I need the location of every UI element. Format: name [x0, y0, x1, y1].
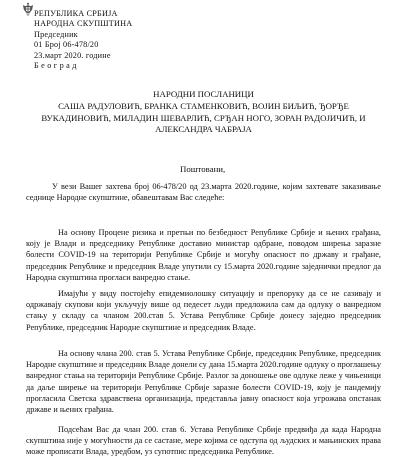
paragraph-4-text: На основу члана 200. став 5. Устава Републике Србије, председник Републике, председник Народне скупштине и председник Владе донели су дана 15.марта 2020.године одлуку о проглашењу ванредног стања на територији Републике Србије. Разлог за доношење ове одлуке леже у чињеници да даље ширење на територији Републике Србије заразне болести COVID-19, коју је пандемију прогласила Светска здравствена организација, представља јавну опасност која угрожава опстанак државе и њених грађана.	[26, 349, 381, 415]
letterhead-city: Б е о г р а д	[34, 61, 77, 71]
addressee-title: НАРОДНИ ПОСЛАНИЦИ	[153, 89, 254, 99]
addressee-names: САША РАДУЛОВИЋ, БРАНКА СТАМЕНКОВИЋ, ВОЈИН БИЉИЋ, ЂОРЂЕ ВУКАДИНОВИЋ, МИЛАДИН ШЕВАРЛИЋ, СРЂАН НОГО, ЗОРАН РАДОЈИЧИЋ, И АЛЕКСАНДРА ЧАБРАЈА	[41, 101, 366, 134]
paragraph-5	[26, 424, 381, 458]
paragraph-5-text: Подсећам Вас да члан 200. став 6. Устава Републике Србије предвиђа да када Народна скупштина није у могућности да се састане, мере којима се одступа од људских и мањинских права може прописати Влада, уредбом, уз супотпис председника Републике.	[26, 425, 381, 457]
letterhead-country: РЕПУБЛИКА СРБИЈА	[34, 9, 118, 18]
paragraph-2	[26, 227, 381, 283]
paragraph-1	[26, 181, 381, 203]
letterhead	[34, 9, 214, 71]
paragraph-4	[26, 348, 381, 415]
coat-of-arms-icon	[22, 2, 34, 16]
letterhead-date: 23.март 2020. године	[34, 50, 111, 60]
letterhead-office: Председник	[34, 29, 78, 39]
letterhead-reference-number: 01 Број 06-478/20	[34, 40, 99, 50]
paragraph-3	[26, 288, 381, 333]
paragraph-3-text: Имајући у виду постојећу епидемиолошку ситуацију и препоруку да се не сазивају и одржавају скупови који укључују више од педесет људи предложила сам да одлуку о ванредном стању у складу са чланом 200.став 5. Устава Републике Србије донесу заједно председник Републике, председник Народне скупштине и председник Владе.	[26, 289, 381, 332]
letterhead-institution: НАРОДНА СКУПШТИНА	[34, 19, 133, 29]
paragraph-2-text: На основу Процене ризика и претњи по безбедност Републике Србије и њених грађана, коју је Влади и председнику Републике доставио министар одбране, поводом ширења заразне болести COVID-19 на територији Републике Србије и могућу опасност по државу и грађане, председник Републике и председник Владе упутили су 15.марта 2020.године заједнички предлог да Народна скупштина прогласи ванредно стање.	[26, 228, 381, 282]
paragraph-1-text: У вези Вашег захтева број 06-478/20 од 23.марта 2020.године, којим захтевате заказивање седнице Народне скупштине, обавештавам Вас следеће:	[26, 182, 381, 203]
greeting: Поштовани,	[180, 164, 226, 174]
